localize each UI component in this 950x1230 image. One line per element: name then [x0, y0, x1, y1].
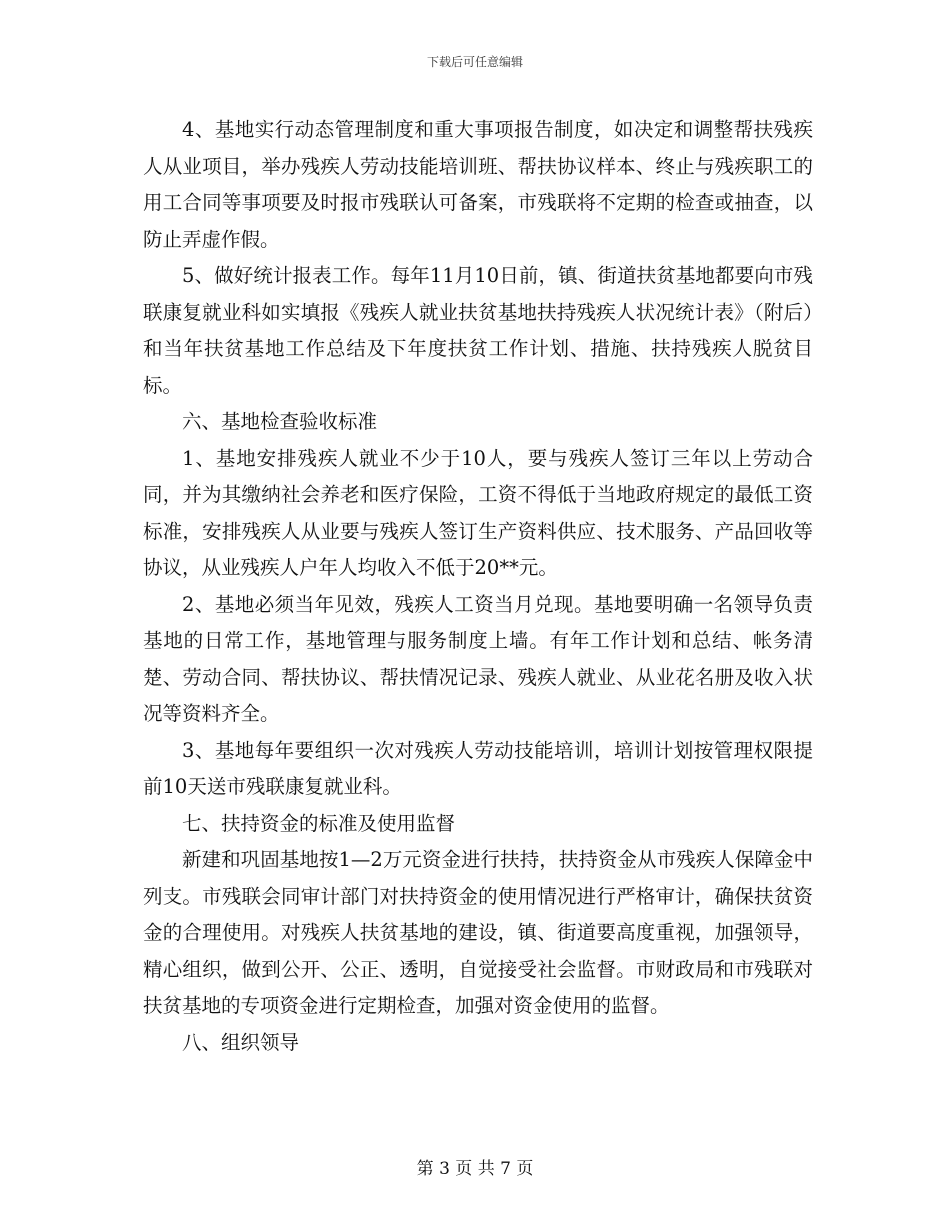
page-number: 第 3 页 共 7 页	[416, 1159, 534, 1179]
paragraph-standard-3: 3、基地每年要组织一次对残疾人劳动技能培训，培训计划按管理权限提前10天送市残联康复就业科。	[143, 738, 813, 798]
section-heading-8: 八、组织领导	[182, 1030, 300, 1054]
section-heading-7: 七、扶持资金的标准及使用监督	[182, 811, 456, 835]
document-body	[143, 112, 813, 1061]
page-header: 下载后可任意编辑	[426, 55, 523, 69]
paragraph-item-5: 5、做好统计报表工作。每年11月10日前，镇、街道扶贫基地都要向市残联康复就业科如实填报《残疾人就业扶贫基地扶持残疾人状况统计表》（附后）和当年扶贫基地工作总结及下年度扶贫工作计划、措施、扶持残疾人脱贫目标。	[143, 264, 813, 397]
paragraph-standard-1: 1、基地安排残疾人就业不少于10人，要与残疾人签订三年以上劳动合同，并为其缴纳社会养老和医疗保险，工资不得低于当地政府规定的最低工资标准，安排残疾人从业要与残疾人签订生产资料供应、技术服务、产品回收等协议，从业残疾人户年人均收入不低于20**元。	[143, 446, 813, 579]
section-heading-6: 六、基地检查验收标准	[182, 410, 378, 433]
paragraph-item-4: 4、基地实行动态管理制度和重大事项报告制度，如决定和调整帮扶残疾人从业项目，举办残疾人劳动技能培训班、帮扶协议样本、终止与残疾职工的用工合同等事项要及时报市残联认可备案，市残联将不定期的检查或抽查，以防止弄虚作假。	[143, 118, 813, 251]
paragraph-funding: 新建和巩固基地按1—2万元资金进行扶持，扶持资金从市残疾人保障金中列支。市残联会同审计部门对扶持资金的使用情况进行严格审计，确保扶贫资金的合理使用。对残疾人扶贫基地的建设，镇、街道要高度重视，加强领导，精心组织，做到公开、公正、透明，自觉接受社会监督。市财政局和市残联对扶贫基地的专项资金进行定期检查，加强对资金使用的监督。	[143, 848, 813, 1017]
paragraph-standard-2: 2、基地必须当年见效，残疾人工资当月兑现。基地要明确一名领导负责基地的日常工作，基地管理与服务制度上墙。有年工作计划和总结、帐务清楚、劳动合同、帮扶协议、帮扶情况记录、残疾人就业、从业花名册及收入状况等资料齐全。	[143, 592, 813, 725]
